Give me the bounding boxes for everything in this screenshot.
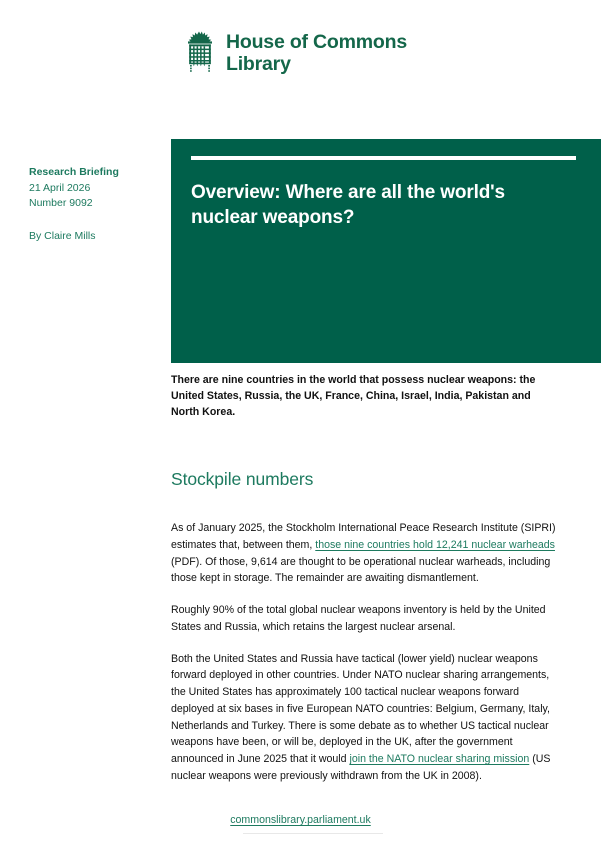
- briefing-number: Number 9092: [29, 197, 93, 210]
- paragraph-text: Both the United States and Russia have tactical (lower yield) nuclear weapons forward deployed in other countries. Under NATO nuclear sharing arrangements, the United States has approximately 100 tactical nuclear weapons forward deployed at six bases in five European NATO countries: Belgium, Germany, Italy, Netherlands and Turkey. There is some debate as to whether US tactical nuclear weapons have been, or will be, deployed in the UK, after the government announced in June 2025 that it would: [171, 652, 551, 766]
- masthead: [183, 31, 407, 75]
- portcullis-icon: [183, 31, 217, 73]
- paragraph-global-inventory-share: Roughly 90% of the total global nuclear weapons inventory is held by the United States and Russia, which retains the largest nuclear arsenal.: [171, 604, 546, 633]
- lede-paragraph: There are nine countries in the world that possess nuclear weapons: the United States, Russia, the UK, France, China, Israel, India, Pakistan and North Korea.: [171, 374, 536, 419]
- footer: [0, 810, 601, 828]
- document-type-label: Research Briefing: [29, 166, 119, 178]
- banner-divider: [191, 156, 576, 160]
- brand-line-1: House of Commons: [226, 31, 407, 53]
- link-nato-sharing-mission[interactable]: join the NATO nuclear sharing mission: [349, 753, 530, 766]
- title-banner: [171, 139, 601, 363]
- link-sipri-warheads[interactable]: those nine countries hold 12,241 nuclear warheads: [315, 539, 555, 552]
- brand-line-2: Library: [226, 53, 291, 76]
- paragraph-text: As of January 2025, the Stockholm International Peace Research Institute (SIPRI) estimates that, between them,: [171, 522, 556, 552]
- page-title: Overview: Where are all the world's nuclear weapons?: [191, 182, 505, 229]
- footer-website-link[interactable]: commonslibrary.parliament.uk: [230, 814, 371, 826]
- section-heading-stockpile-numbers: Stockpile numbers: [171, 469, 314, 490]
- document-metadata: [29, 165, 164, 244]
- brand-name: [226, 31, 407, 75]
- publication-date: 21 April 2026: [29, 182, 91, 195]
- author-byline: By Claire Mills: [29, 229, 96, 242]
- paragraph-tactical-weapons: [171, 651, 561, 785]
- page-edge-divider: [243, 833, 383, 834]
- paragraph-text: (PDF). Of those, 9,614 are thought to be operational nuclear warheads, including those kept in storage. The remainder are awaiting dismantlement.: [171, 555, 551, 585]
- paragraph-text: (US nuclear weapons were previously withdrawn from the UK in 2008).: [171, 753, 551, 782]
- paragraph-sipri-estimate: [171, 520, 561, 587]
- document-body: [171, 372, 561, 785]
